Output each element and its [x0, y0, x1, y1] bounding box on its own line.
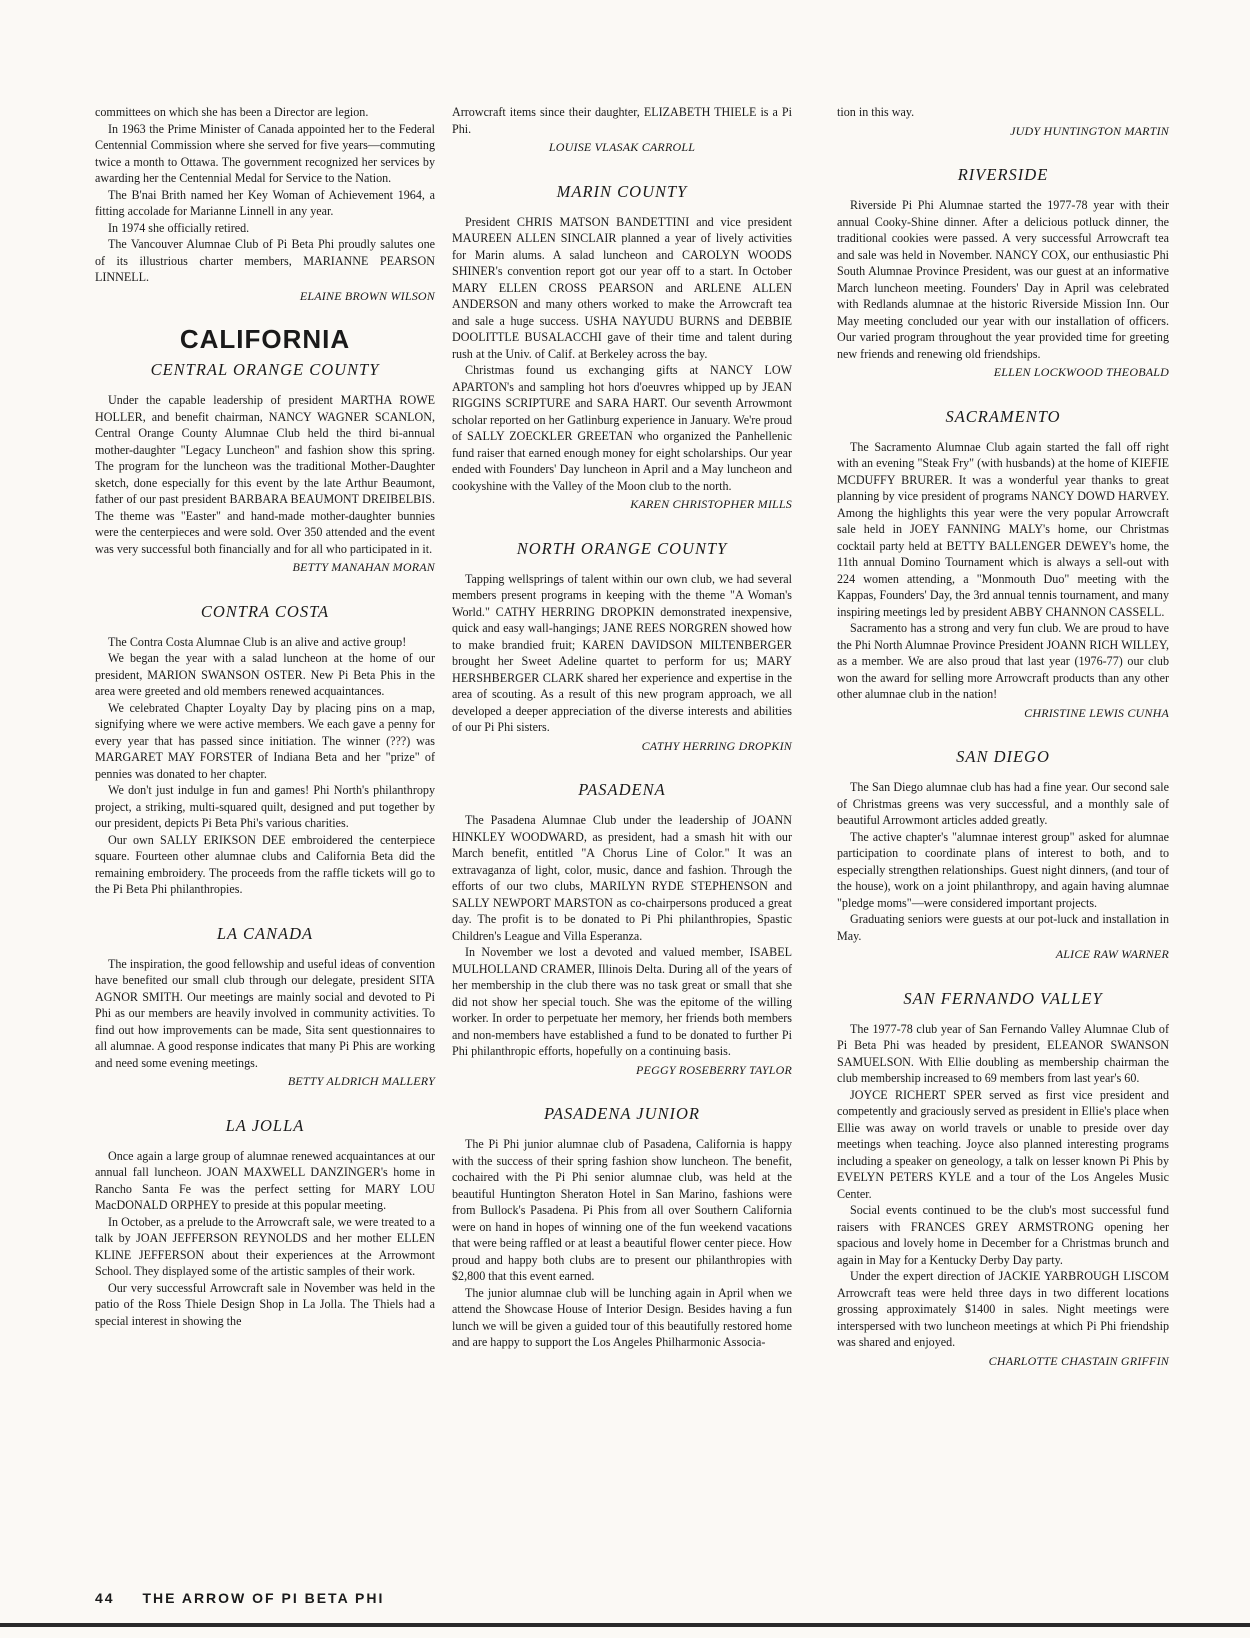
- paragraph: The Vancouver Alumnae Club of Pi Beta Phi proudly salutes one of its illustrious charter members, MARIANNE PEARSON LINNELL.: [95, 237, 435, 284]
- section-heading-contra-costa: CONTRA COSTA: [200, 601, 330, 621]
- paragraph: Under the capable leadership of president MARTHA ROWE HOLLER, and benefit chairman, NANCY WAGNER SCANLON, Central Orange County Alumnae Club held the third bi-annual mother-daughter "Legacy Luncheon" and fashion show this spring. The program for the luncheon was the traditional Mother-Daughter sketch, done especially for this event by the late Arthur Beaumont, father of our past president BARBARA BEAUMONT DREIBELBIS. The theme was "Easter" and hand-made mother-daughter bunnies were the centerpieces and were sold. Over 350 attended and the event was very successful both financially and for all who participated in it.: [95, 393, 435, 556]
- section-heading-north-orange-county: NORTH ORANGE COUNTY: [516, 538, 728, 558]
- section-heading-marin-county: MARIN COUNTY: [556, 181, 688, 201]
- section-heading-san-fernando-valley: SAN FERNANDO VALLEY: [903, 988, 1103, 1008]
- page-number: 44: [95, 1590, 115, 1606]
- section-heading-pasadena: PASADENA: [578, 780, 666, 799]
- signature: KAREN CHRISTOPHER MILLS: [630, 497, 792, 511]
- signature: CHRISTINE LEWIS CUNHA: [1024, 705, 1169, 720]
- paragraph: The B'nai Brith named her Key Woman of Achievement 1964, a fitting accolade for Marianne Linnell in any year.: [95, 187, 435, 218]
- section-heading-riverside: RIVERSIDE: [957, 165, 1049, 184]
- column-middle: [452, 104, 792, 1351]
- paragraph: The Contra Costa Alumnae Club is an alive and active group!: [108, 634, 407, 649]
- paragraph: Our own SALLY ERIKSON DEE embroidered the centerpiece square. Fourteen other alumnae clubs and California Beta did the remaining embroidery. The proceeds from the raffle tickets will go to the Pi Beta Phi philanthropies.: [95, 832, 435, 896]
- paragraph: Riverside Pi Phi Alumnae started the 1977-78 year with their annual Cooky-Shine dinner. After a delicious potluck dinner, the traditional cookies were passed. A very successful Arrowcraft tea and sale was held in November. NANCY COX, our enthusiastic Phi South Alumnae Province President, was our guest at an informative March luncheon meeting. Founders' Day in April was celebrated with Redlands alumnae at the historic Riverside Mission Inn. Our May meeting concluded our year with our installation of officers. Our varied program throughout the year provided time for greeting new friends and renewing old friendships.: [837, 198, 1169, 361]
- signature: BETTY MANAHAN MORAN: [292, 560, 435, 574]
- paragraph: The Pasadena Alumnae Club under the leadership of JOANN HINKLEY WOODWARD, as president, had a smash hit with our March benefit, entitled "A Chorus Line of Color." It was an extravaganza of light, color, music, dance and fashion. Through the efforts of our two clubs, MARILYN RYDE STEPHENSON and SALLY NEWPORT MARSTON as co-chairpersons produced a great day. The profit is to be donated to Pi Phi philanthropies, Spastic Children's League and Villa Esperanza.: [452, 813, 792, 943]
- signature: JUDY HUNTINGTON MARTIN: [1010, 123, 1169, 138]
- paragraph: The active chapter's "alumnae interest group" asked for alumnae participation to coordinate plans of interest to both, and to especially strengthen relationships. Guest night dinners, (and tour of the house), work on a joint philanthropy, and again having alumnae "pledge moms"—were considered important projects.: [837, 829, 1169, 910]
- paragraph: Social events continued to be the club's most successful fund raisers with FRANCES GREY ARMSTRONG opening her spacious and lovely home in December for a Christmas brunch and again in May for a Kentucky Derby Day party.: [837, 1203, 1169, 1267]
- section-heading-sacramento: SACRAMENTO: [945, 406, 1061, 426]
- paragraph: We don't just indulge in fun and games! Phi North's philanthropy project, a striking, multi-squared quilt, designed and put together by our president, depicts Pi Beta Phi's various charities.: [95, 783, 435, 830]
- paragraph: Arrowcraft items since their daughter, ELIZABETH THIELE is a Pi Phi.: [452, 105, 792, 136]
- paragraph: Christmas found us exchanging gifts at NANCY LOW APARTON's and sampling hot hors d'oeuvres whipped up by JEAN RIGGINS SCRIPTURE and SARA HART. Our seventh Arrowmont scholar reported on her Gatlinburg experience in January. We're proud of SALLY ZOECKLER GREETAN who organized the Panhellenic fund raiser that earned enough money for eight scholarships. Our year ended with Founders' Day luncheon in April and a May luncheon and cookyshine with the Valley of the Moon club to the north.: [452, 363, 792, 493]
- column-right: [837, 104, 1169, 1369]
- paragraph: The Sacramento Alumnae Club again started the fall off right with an evening "Steak Fry" (with husbands) at the home of KIEFIE MCDUFFY BRURER. It was a wonderful year thanks to great planning by vice president of programs NANCY DOWD HARVEY. Among the highlights this year were the very popular Arrowcraft sale held in JOEY FANNING MALY's home, our Christmas cocktail party held at BETTY BALLENGER DEWEY's home, the 11th annual Domino Tournament which is always a sell-out with 224 women attending, a "Monmouth Duo" meeting with the Kappas, Founders' Day, the 3rd annual tennis tournament, and many inspiring meetings led by president ABBY CHANNON CASSELL.: [837, 439, 1169, 619]
- paragraph: JOYCE RICHERT SPER served as first vice president and competently and graciously served as president in Ellie's place when Ellie was away on world travels or unable to preside over day meetings when teaching. Joyce also planned interesting programs including a speaker on geneology, a talk on lesser known Pi Phis by EVELYN PETERS KYLE and a tour of the Los Angeles Music Center.: [837, 1087, 1169, 1201]
- section-heading-la-canada: LA CANADA: [216, 923, 314, 943]
- section-heading-la-jolla: LA JOLLA: [225, 1115, 305, 1135]
- column-left: [95, 104, 435, 1329]
- paragraph: The inspiration, the good fellowship and useful ideas of convention have benefited our small club through our delegate, president SITA AGNOR SMITH. Our meetings are mainly social and devoted to Pi Phi as our members are heavily involved in community activities. To find out how improvements can be made, Sita sent questionnaires to all alumnae. A good response indicates that many Pi Phis are working and need some evening meetings.: [95, 956, 435, 1070]
- page-footer: [95, 1590, 384, 1606]
- signature: ELLEN LOCKWOOD THEOBALD: [993, 365, 1169, 379]
- signature: PEGGY ROSEBERRY TAYLOR: [636, 1062, 792, 1077]
- paragraph: The 1977-78 club year of San Fernando Valley Alumnae Club of Pi Beta Phi was headed by president, ELEANOR SWANSON SAMUELSON. With Ellie doubling as membership chairman the club membership increased to 69 members from last year's 60.: [837, 1021, 1169, 1085]
- paragraph: In 1963 the Prime Minister of Canada appointed her to the Federal Centennial Commission where she served for five years—commuting twice a month to Ottawa. The government recognized her services by awarding her the Centennial Medal for Service to the Nation.: [95, 121, 435, 185]
- paragraph: The San Diego alumnae club has had a fine year. Our second sale of Christmas greens was very successful, and a monthly sale of beautiful Arrowmont articles added greatly.: [837, 780, 1169, 827]
- signature: CHARLOTTE CHASTAIN GRIFFIN: [988, 1353, 1169, 1368]
- paragraph: Sacramento has a strong and very fun club. We are proud to have the Phi North Alumnae Province President JOANN RICH WILLEY, as a member. We are also proud that last year (1976-77) our club won the award for selling more Arrowcraft products than any other other alumnae club in the nation!: [837, 621, 1169, 701]
- section-heading-san-diego: SAN DIEGO: [956, 747, 1050, 766]
- paragraph: committees on which she has been a Director are legion.: [95, 105, 369, 119]
- paragraph: tion in this way.: [837, 105, 915, 119]
- publication-title: THE ARROW OF PI BETA PHI: [142, 1590, 385, 1606]
- paragraph: We celebrated Chapter Loyalty Day by placing pins on a map, signifying where we were active members. We each gave a penny for every year that has passed since initiation. The winner (???) was MARGARET MAY FORSTER of Indiana Beta and her "prize" of pennies was donated to her chapter.: [95, 700, 435, 781]
- paragraph: In 1974 she officially retired.: [108, 220, 250, 235]
- paragraph: Tapping wellsprings of talent within our own club, we had several members present programs in keeping with the theme "A Woman's World." CATHY HERRING DROPKIN demonstrated inexpensive, quick and easy wall-hangings; JANE REES NORGREN showed how to make brandied fruit; KAREN DAVIDSON MILTENBERGER brought her Sweet Adeline quartet to perform for us; MARY HERSHBERGER CLARK shared her experience and expertise in the area of scouting. As a result of this new program approach, we all developed a deeper appreciation of the diverse interests and abilities of our Pi Phi sisters.: [452, 571, 792, 734]
- footer-rule: [0, 1623, 1250, 1627]
- paragraph: We began the year with a salad luncheon at the home of our president, MARION SWANSON OSTER. New Pi Beta Phis in the area were greeted and old members renewed acquaintances.: [95, 651, 435, 698]
- signature: CATHY HERRING DROPKIN: [641, 738, 792, 753]
- paragraph: In October, as a prelude to the Arrowcraft sale, we were treated to a talk by JOAN JEFFERSON REYNOLDS and her mother ELLEN KLINE JEFFERSON about their experiences at the Arrowmont School. They displayed some of the artistic samples of their work.: [95, 1214, 435, 1278]
- paragraph: The junior alumnae club will be lunching again in April when we attend the Showcase House of Interior Design. Besides having a fun lunch we will be given a guided tour of this beautifully restored home and are happy to support the Los Angeles Philharmonic Associa-: [452, 1285, 792, 1349]
- signature: ELAINE BROWN WILSON: [299, 288, 435, 303]
- signature: BETTY ALDRICH MALLERY: [287, 1074, 435, 1088]
- paragraph: President CHRIS MATSON BANDETTINI and vice president MAUREEN ALLEN SINCLAIR planned a year of lively activities for Marin alums. A salad luncheon and CAROLYN WOODS SHINER's convention report got our year off to a start. In October MARY ELLEN CROSS PEARSON and ARLENE ALLEN ANDERSON and many others worked to make the Arrowcraft tea and sale a huge success. USHA NAYUDU BURNS and DEBBIE DOOLITTLE BUSALACCHI gave of their time and talent during rush at the Univ. of Calif. at Berkeley across the bay.: [452, 214, 792, 361]
- paragraph: Our very successful Arrowcraft sale in November was held in the patio of the Ross Thiele Design Shop in La Jolla. The Thiels had a special interest in showing the: [95, 1280, 435, 1328]
- state-heading: CALIFORNIA: [179, 324, 351, 354]
- paragraph: The Pi Phi junior alumnae club of Pasadena, California is happy with the success of their spring fashion show luncheon. The benefit, cochaired with the Pi Phi senior alumnae club, was held at the beautiful Huntington Sheraton Hotel in San Marino, fashions were from Bullock's Pasadena. Pi Phis from all over Southern California were on hand in hopes of winning one of the fun weekend vacations that were being raffled or at least a beautiful flower center piece. How proud and happy both clubs are to present our philanthropies with $2,800 that this event earned.: [452, 1137, 792, 1283]
- paragraph: In November we lost a devoted and valued member, ISABEL MULHOLLAND CRAMER, Illinois Delta. During all of the years of her membership in the club there was no task great or small that she did not show her special touch. She was the epitome of the willing worker. In order to perpetuate her memory, her friends both members and non-members have established a fund to be donated to further Pi Phi philanthropic efforts, hopefully on a continuing basis.: [452, 945, 792, 1058]
- paragraph: Under the expert direction of JACKIE YARBROUGH LISCOM Arrowcraft teas were held three days in two different locations grossing approximately $1400 in sales. Night meetings were interspersed with two luncheon meetings at which Pi Phi friendship was shared and enjoyed.: [837, 1269, 1169, 1349]
- section-heading-central-orange-county: CENTRAL ORANGE COUNTY: [150, 360, 380, 379]
- signature: LOUISE VLASAK CARROLL: [548, 140, 696, 154]
- signature: ALICE RAW WARNER: [1055, 947, 1169, 961]
- paragraph: Once again a large group of alumnae renewed acquaintances at our annual fall luncheon. JOAN MAXWELL DANZINGER's home in Rancho Santa Fe was the perfect setting for MARY LOU MacDONALD ORPHEY to preside at this popular meeting.: [95, 1148, 435, 1212]
- paragraph: Graduating seniors were guests at our pot-luck and installation in May.: [837, 912, 1169, 943]
- section-heading-pasadena-junior: PASADENA JUNIOR: [544, 1104, 700, 1123]
